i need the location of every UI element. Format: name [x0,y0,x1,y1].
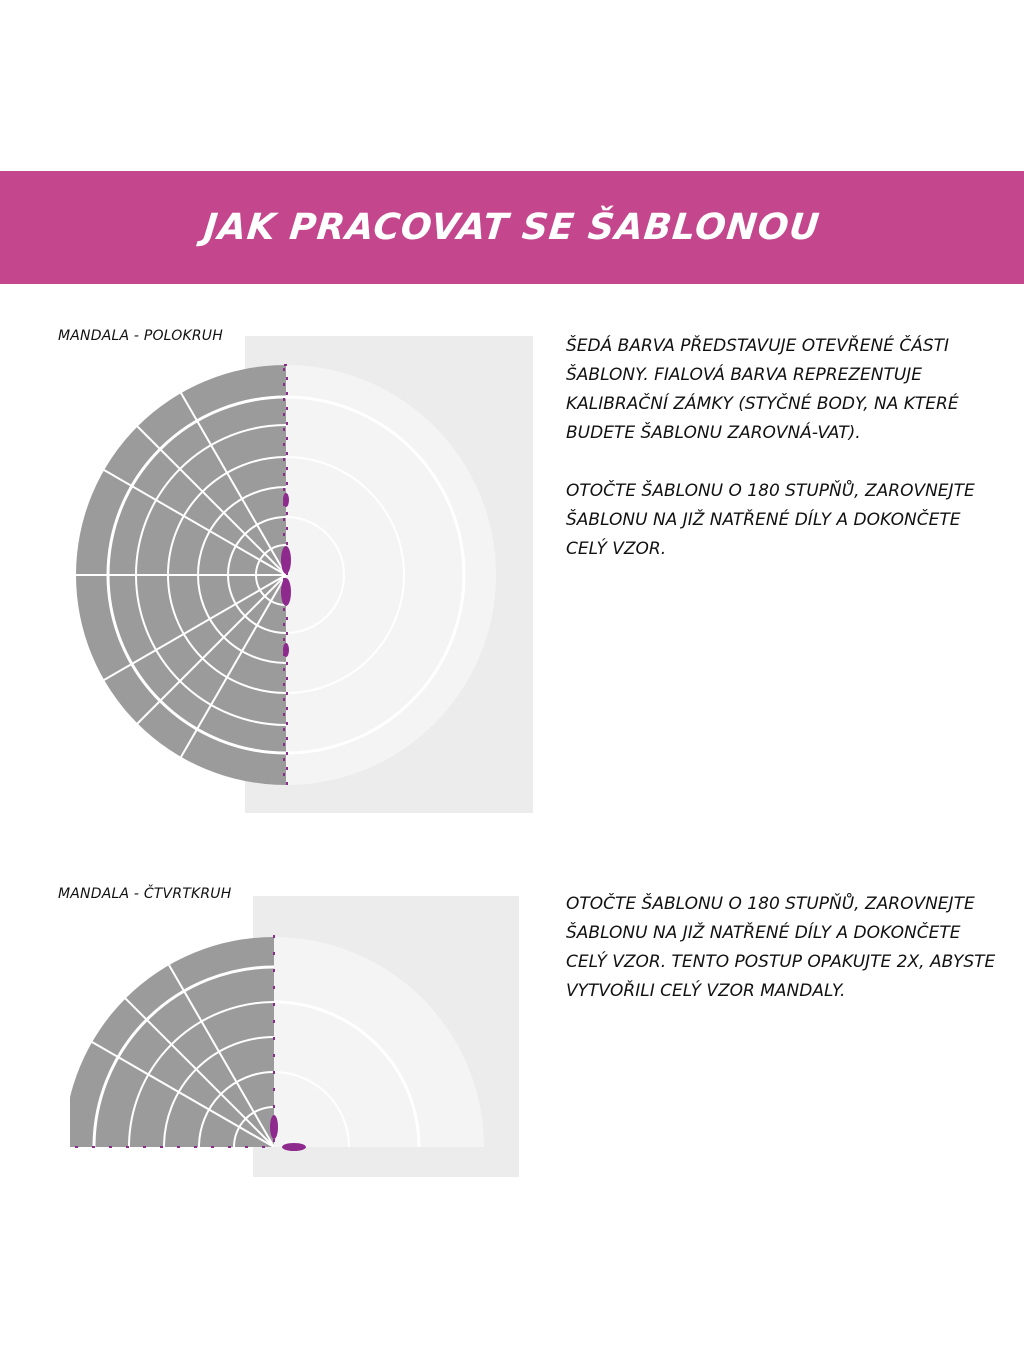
quarter-circle-stencil-illustration [70,895,530,1185]
section-label-quarter-circle: MANDALA - ČTVRTKRUH [58,886,232,902]
half-circle-stencil-illustration [60,335,540,815]
section2-paragraph-1: OTOČTE ŠABLONU O 180 STUPŇŮ, ZAROVNEJTE ŠABLONU NA JIŽ NATŘENÉ DÍLY A DOKONČETE CELÝ VZOR. TENTO POSTUP OPAKUJTE 2X, ABYSTE VYTVOŘILI CELÝ VZOR MANDALY. [566,894,996,1001]
section2-description [566,890,996,1035]
section1-paragraph-1: ŠEDÁ BARVA PŘEDSTAVUJE OTEVŘENÉ ČÁSTI ŠABLONY. FIALOVÁ BARVA REPREZENTUJE KALIBRAČNÍ ZÁMKY (STYČNÉ BODY, NA KTERÉ BUDETE ŠABLONU ZAROVNÁ-VAT). [566,336,959,443]
header-banner [0,171,1024,284]
section1-description [566,332,996,593]
page-title: JAK PRACOVAT SE ŠABLONOU [201,207,823,248]
section1-paragraph-2: OTOČTE ŠABLONU O 180 STUPŇŮ, ZAROVNEJTE ŠABLONU NA JIŽ NATŘENÉ DÍLY A DOKONČETE CELÝ VZOR. [566,481,975,559]
section-label-half-circle: MANDALA - POLOKRUH [58,328,223,344]
